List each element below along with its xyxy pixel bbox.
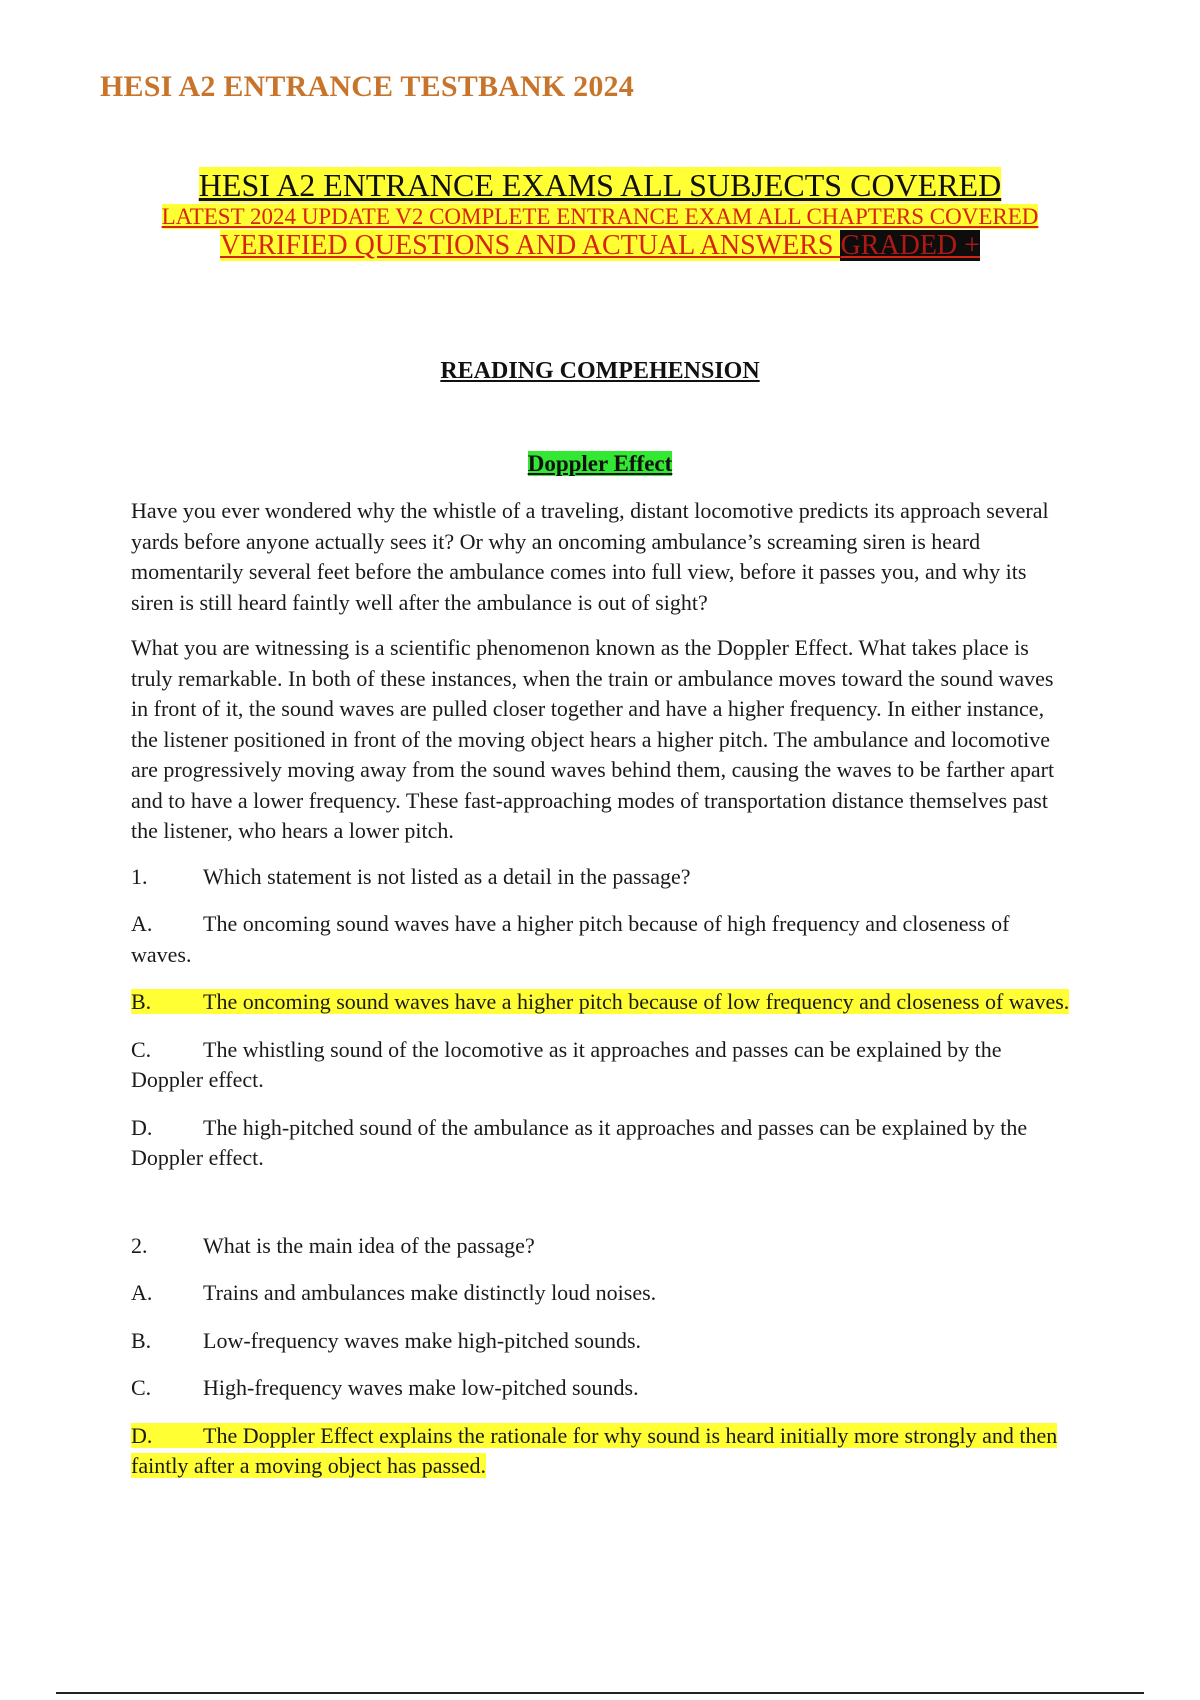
section-title: READING COMPEHENSION — [440, 358, 760, 384]
page-bottom-rule — [56, 1692, 1144, 1694]
spacer — [131, 1191, 1071, 1231]
graded-badge: GRADED + — [840, 229, 980, 261]
answer-option-1a: A. The oncoming sound waves have a higher pitch because of high frequency and closeness of waves. — [131, 911, 1010, 967]
answer-option-2c: C. High-frequency waves make low-pitched sounds. — [131, 1375, 639, 1400]
answer-option-1c: C. The whistling sound of the locomotive as it approaches and passes can be explained by the Doppler effect. — [131, 1036, 1002, 1092]
question-number: 2. — [131, 1232, 148, 1258]
question-text: What is the main idea of the passage? — [203, 1232, 535, 1258]
answer-option-2b: B. Low-frequency waves make high-pitched sounds. — [131, 1327, 642, 1353]
banner-line-3: VERIFIED QUESTIONS AND ACTUAL ANSWERS GRADED + — [220, 229, 980, 261]
document-body — [131, 496, 1071, 1499]
question-1 — [131, 862, 1071, 893]
passage-paragraph: What you are witnessing is a scientific phenomenon known as the Doppler Effect. What takes place is truly remarkable. In both of these instances, when the train or ambulance moves toward the sound waves in front of it, the sound waves are pulled closer together and have a higher frequency. In either instance, the listener positioned in front of the moving object hears a higher pitch. The ambulance and locomotive are progressively moving away from the sound waves behind them, causing the waves to be farther apart and to have a lower frequency. These fast-approaching modes of transportation distance themselves past the listener, who hears a lower pitch. — [131, 635, 1055, 843]
question-number: 1. — [131, 863, 148, 889]
document-header: HESI A2 ENTRANCE TESTBANK 2024 — [100, 70, 634, 103]
passage-title: Doppler Effect — [527, 451, 673, 476]
banner-line-2: LATEST 2024 UPDATE V2 COMPLETE ENTRANCE EXAM ALL CHAPTERS COVERED — [161, 203, 1039, 229]
answer-option-1d: D. The high-pitched sound of the ambulance as it approaches and passes can be explained by the Doppler effect. — [131, 1114, 1028, 1170]
question-2 — [131, 1231, 1071, 1262]
answer-option-2d-highlighted: D. The Doppler Effect explains the rationale for why sound is heard initially more strongly and then faintly after a moving object has passed. — [131, 1422, 1058, 1478]
banner-line-1: HESI A2 ENTRANCE EXAMS ALL SUBJECTS COVERED — [198, 167, 1002, 203]
passage-paragraph: Have you ever wondered why the whistle of a traveling, distant locomotive predicts its approach several yards before anyone actually sees it? Or why an oncoming ambulance’s screaming siren is heard momentarily several feet before the ambulance comes into full view, before it passes you, and why its siren is still heard faintly well after the ambulance is out of sight? — [131, 498, 1049, 615]
question-text: Which statement is not listed as a detail in the passage? — [203, 863, 691, 889]
answer-option-1b-highlighted: B. The oncoming sound waves have a higher pitch because of low frequency and closeness of waves. — [131, 989, 1070, 1014]
title-banner — [0, 168, 1200, 261]
answer-option-2a: A. Trains and ambulances make distinctly loud noises. — [131, 1280, 657, 1305]
